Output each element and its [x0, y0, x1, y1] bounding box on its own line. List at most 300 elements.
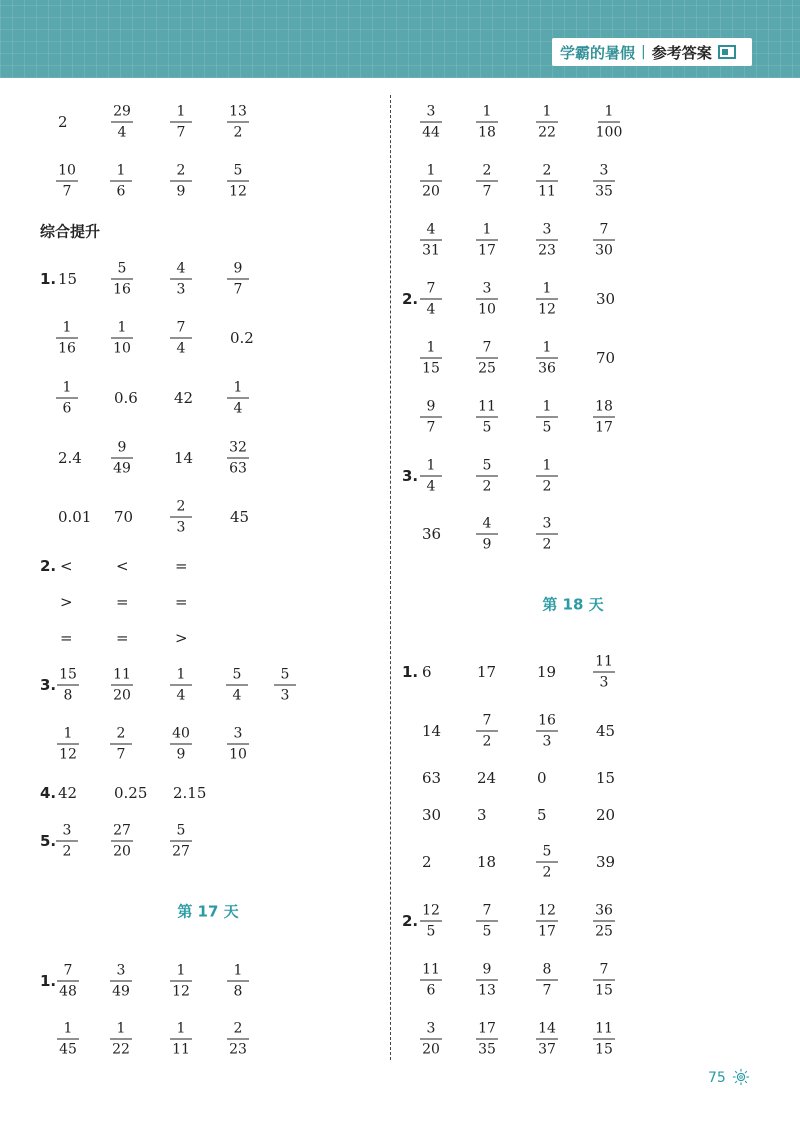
fraction-answer	[592, 104, 626, 141]
denominator: 49	[112, 983, 130, 1000]
fraction-answer	[104, 163, 138, 200]
denominator: 16	[58, 340, 76, 357]
denominator: 7	[542, 982, 552, 999]
fraction-answer	[587, 962, 621, 999]
numerator: 2	[233, 1020, 243, 1037]
question-label: 1.	[40, 972, 57, 990]
denominator: 44	[422, 124, 440, 141]
fraction-answer	[470, 713, 504, 750]
denominator: 20	[422, 183, 440, 200]
fraction-answer	[164, 163, 198, 200]
numerator: 1	[176, 962, 186, 979]
denominator: 3	[176, 281, 186, 298]
fraction-answer	[164, 320, 198, 357]
denominator: 17	[478, 242, 496, 259]
denominator: 2	[482, 733, 492, 750]
denominator: 16	[113, 281, 131, 298]
numerator: 9	[426, 398, 436, 415]
fraction-answer	[164, 499, 198, 536]
number-answer: =	[175, 557, 188, 575]
title-separator: |	[641, 44, 646, 60]
numerator: 11	[113, 666, 131, 683]
fraction-answer	[470, 281, 504, 318]
fraction-answer	[220, 667, 254, 704]
number-answer: =	[116, 629, 129, 647]
day-17-title: 第 17 天	[177, 902, 239, 921]
numerator: 11	[595, 1020, 613, 1037]
question-label: 5.	[40, 832, 57, 850]
question-label: 2.	[402, 290, 419, 308]
numerator: 15	[59, 666, 77, 683]
denominator: 3	[176, 519, 186, 536]
numerator: 13	[229, 103, 247, 120]
numerator: 2	[176, 162, 186, 179]
denominator: 20	[113, 843, 131, 860]
denominator: 27	[172, 843, 190, 860]
fraction-answer	[221, 963, 255, 1000]
numerator: 11	[478, 398, 496, 415]
header-banner	[0, 0, 800, 78]
fraction-answer	[587, 399, 621, 436]
numerator: 7	[482, 712, 492, 729]
numerator: 1	[482, 103, 492, 120]
numerator: 5	[233, 162, 243, 179]
denominator: 4	[232, 687, 242, 704]
numerator: 1	[542, 103, 552, 120]
numerator: 1	[116, 162, 126, 179]
number-answer: 0.2	[230, 329, 254, 347]
number-answer: 2	[422, 853, 432, 871]
numerator: 1	[176, 1020, 186, 1037]
denominator: 20	[113, 687, 131, 704]
numerator: 1	[604, 103, 614, 120]
fraction-answer	[164, 261, 198, 298]
section-label: 参考答案	[651, 43, 712, 62]
numerator: 36	[595, 902, 613, 919]
denominator: 6	[116, 183, 126, 200]
fraction-answer	[221, 104, 255, 141]
number-answer: 5	[537, 806, 547, 824]
number-answer: 14	[422, 722, 442, 740]
number-answer: 0.01	[58, 508, 92, 526]
number-answer: 19	[537, 663, 557, 681]
question-label: 1.	[402, 663, 419, 681]
fraction-answer	[587, 163, 621, 200]
denominator: 23	[538, 242, 556, 259]
numerator: 8	[542, 961, 552, 978]
numerator: 7	[426, 280, 436, 297]
numerator: 7	[482, 339, 492, 356]
number-answer: 2.15	[173, 784, 207, 802]
denominator: 2	[542, 864, 552, 881]
book-icon	[718, 45, 736, 59]
numerator: 14	[538, 1020, 556, 1037]
numerator: 29	[113, 103, 131, 120]
denominator: 7	[482, 183, 492, 200]
fraction-answer	[587, 222, 621, 259]
fraction-answer	[105, 261, 139, 298]
number-answer: 0	[537, 769, 547, 787]
numerator: 1	[62, 379, 72, 396]
denominator: 17	[595, 419, 613, 436]
number-answer: =	[116, 593, 129, 611]
fraction-answer	[414, 903, 448, 940]
number-answer: 2.4	[58, 449, 82, 467]
denominator: 4	[176, 340, 186, 357]
denominator: 23	[229, 1041, 247, 1058]
question-label: 3.	[40, 676, 57, 694]
fraction-answer	[104, 963, 138, 1000]
numerator: 1	[542, 280, 552, 297]
numerator: 1	[233, 962, 243, 979]
denominator: 25	[595, 923, 613, 940]
numerator: 2	[116, 725, 126, 742]
fraction-answer	[221, 440, 255, 477]
denominator: 5	[426, 923, 436, 940]
fraction-answer	[105, 823, 139, 860]
number-answer: 0.25	[114, 784, 148, 802]
number-answer: 18	[477, 853, 497, 871]
numerator: 12	[422, 902, 440, 919]
header-title-box	[552, 38, 752, 66]
numerator: 1	[426, 162, 436, 179]
number-answer: 6	[422, 663, 432, 681]
page-number: 75	[708, 1070, 726, 1086]
denominator: 8	[63, 687, 73, 704]
section-title: 综合提升	[40, 222, 101, 241]
day-18-title: 第 18 天	[542, 595, 604, 614]
numerator: 1	[233, 379, 243, 396]
numerator: 2	[482, 162, 492, 179]
number-answer: 45	[596, 722, 616, 740]
denominator: 7	[176, 124, 186, 141]
numerator: 11	[422, 961, 440, 978]
denominator: 11	[538, 183, 556, 200]
denominator: 6	[62, 400, 72, 417]
fraction-answer	[530, 281, 564, 318]
number-answer: 39	[596, 853, 616, 871]
denominator: 5	[482, 419, 492, 436]
denominator: 2	[542, 478, 552, 495]
question-label: 1.	[40, 270, 57, 288]
numerator: 1	[482, 221, 492, 238]
denominator: 10	[113, 340, 131, 357]
denominator: 7	[62, 183, 72, 200]
numerator: 1	[426, 339, 436, 356]
fraction-answer	[414, 340, 448, 377]
fraction-answer	[51, 667, 85, 704]
numerator: 1	[62, 319, 72, 336]
numerator: 32	[229, 439, 247, 456]
number-answer: 17	[477, 663, 497, 681]
number-answer: =	[60, 629, 73, 647]
question-label: 4.	[40, 784, 57, 802]
numerator: 9	[482, 961, 492, 978]
number-answer: 42	[58, 784, 78, 802]
fraction-answer	[530, 104, 564, 141]
fraction-answer	[105, 667, 139, 704]
numerator: 1	[176, 103, 186, 120]
denominator: 20	[422, 1041, 440, 1058]
fraction-answer	[414, 281, 448, 318]
denominator: 9	[176, 183, 186, 200]
number-answer: 20	[596, 806, 616, 824]
denominator: 4	[426, 301, 436, 318]
number-answer: 45	[230, 508, 250, 526]
fraction-answer	[221, 380, 255, 417]
numerator: 10	[58, 162, 76, 179]
book-title: 学霸的暑假	[560, 43, 636, 62]
numerator: 3	[233, 725, 243, 742]
denominator: 7	[116, 746, 126, 763]
denominator: 100	[595, 124, 623, 141]
fraction-answer	[530, 222, 564, 259]
denominator: 9	[482, 536, 492, 553]
number-answer: 70	[596, 349, 616, 367]
fraction-answer	[470, 516, 504, 553]
numerator: 12	[538, 902, 556, 919]
fraction-answer	[50, 823, 84, 860]
denominator: 4	[176, 687, 186, 704]
numerator: 4	[176, 260, 186, 277]
denominator: 12	[229, 183, 247, 200]
numerator: 5	[542, 843, 552, 860]
denominator: 9	[176, 746, 186, 763]
fraction-answer	[51, 726, 85, 763]
fraction-answer	[530, 340, 564, 377]
fraction-answer	[221, 163, 255, 200]
fraction-answer	[414, 1021, 448, 1058]
fraction-answer	[221, 1021, 255, 1058]
fraction-answer	[530, 962, 564, 999]
denominator: 4	[426, 478, 436, 495]
denominator: 3	[542, 733, 552, 750]
number-answer: 15	[596, 769, 616, 787]
fraction-answer	[470, 104, 504, 141]
numerator: 2	[176, 498, 186, 515]
numerator: 3	[542, 515, 552, 532]
fraction-answer	[164, 1021, 198, 1058]
fraction-answer	[164, 104, 198, 141]
numerator: 7	[176, 319, 186, 336]
numerator: 17	[478, 1020, 496, 1037]
fraction-answer	[530, 1021, 564, 1058]
fraction-answer	[530, 844, 564, 881]
denominator: 4	[233, 400, 243, 417]
denominator: 3	[280, 687, 290, 704]
denominator: 37	[538, 1041, 556, 1058]
numerator: 3	[116, 962, 126, 979]
fraction-answer	[470, 163, 504, 200]
fraction-answer	[164, 823, 198, 860]
denominator: 13	[478, 982, 496, 999]
denominator: 49	[113, 460, 131, 477]
number-answer: 15	[58, 270, 78, 288]
numerator: 7	[599, 961, 609, 978]
fraction-answer	[414, 163, 448, 200]
number-answer: >	[175, 629, 188, 647]
numerator: 11	[595, 653, 613, 670]
denominator: 6	[426, 982, 436, 999]
numerator: 5	[232, 666, 242, 683]
sun-icon	[732, 1068, 750, 1086]
fraction-answer	[104, 726, 138, 763]
denominator: 8	[233, 983, 243, 1000]
number-answer: 3	[477, 806, 487, 824]
denominator: 30	[595, 242, 613, 259]
fraction-answer	[530, 399, 564, 436]
fraction-answer	[414, 458, 448, 495]
denominator: 3	[599, 674, 609, 691]
numerator: 5	[176, 822, 186, 839]
denominator: 18	[478, 124, 496, 141]
denominator: 12	[538, 301, 556, 318]
denominator: 45	[59, 1041, 77, 1058]
denominator: 11	[172, 1041, 190, 1058]
fraction-answer	[414, 962, 448, 999]
denominator: 2	[233, 124, 243, 141]
numerator: 1	[176, 666, 186, 683]
numerator: 1	[542, 398, 552, 415]
fraction-answer	[470, 340, 504, 377]
numerator: 9	[117, 439, 127, 456]
fraction-answer	[414, 399, 448, 436]
fraction-answer	[530, 713, 564, 750]
fraction-answer	[530, 458, 564, 495]
number-answer: 36	[422, 525, 442, 543]
number-answer: 30	[596, 290, 616, 308]
denominator: 5	[542, 419, 552, 436]
column-divider	[390, 95, 391, 1060]
numerator: 1	[542, 457, 552, 474]
fraction-answer	[530, 516, 564, 553]
fraction-answer	[470, 1021, 504, 1058]
numerator: 3	[599, 162, 609, 179]
fraction-answer	[587, 903, 621, 940]
denominator: 25	[478, 360, 496, 377]
fraction-answer	[414, 104, 448, 141]
number-answer: 42	[174, 389, 194, 407]
numerator: 1	[63, 725, 73, 742]
fraction-answer	[221, 726, 255, 763]
numerator: 2	[542, 162, 552, 179]
denominator: 35	[595, 183, 613, 200]
fraction-answer	[105, 104, 139, 141]
denominator: 5	[482, 923, 492, 940]
numerator: 7	[482, 902, 492, 919]
numerator: 40	[172, 725, 190, 742]
numerator: 18	[595, 398, 613, 415]
fraction-answer	[587, 1021, 621, 1058]
numerator: 9	[233, 260, 243, 277]
numerator: 1	[542, 339, 552, 356]
fraction-answer	[105, 440, 139, 477]
numerator: 5	[117, 260, 127, 277]
numerator: 4	[482, 515, 492, 532]
number-answer: =	[175, 593, 188, 611]
fraction-answer	[50, 380, 84, 417]
number-answer: <	[116, 557, 129, 575]
denominator: 48	[59, 983, 77, 1000]
denominator: 12	[59, 746, 77, 763]
denominator: 15	[595, 982, 613, 999]
fraction-answer	[164, 726, 198, 763]
fraction-answer	[105, 320, 139, 357]
fraction-answer	[470, 222, 504, 259]
fraction-answer	[470, 962, 504, 999]
number-answer: 0.6	[114, 389, 138, 407]
denominator: 2	[542, 536, 552, 553]
fraction-answer	[51, 1021, 85, 1058]
denominator: 35	[478, 1041, 496, 1058]
denominator: 2	[482, 478, 492, 495]
denominator: 15	[422, 360, 440, 377]
fraction-answer	[470, 903, 504, 940]
fraction-answer	[50, 320, 84, 357]
number-answer: 63	[422, 769, 442, 787]
fraction-answer	[164, 963, 198, 1000]
denominator: 7	[426, 419, 436, 436]
fraction-answer	[51, 963, 85, 1000]
fraction-answer	[104, 1021, 138, 1058]
numerator: 1	[117, 319, 127, 336]
number-answer: 70	[114, 508, 134, 526]
numerator: 3	[62, 822, 72, 839]
numerator: 4	[426, 221, 436, 238]
numerator: 7	[63, 962, 73, 979]
fraction-answer	[268, 667, 302, 704]
numerator: 3	[542, 221, 552, 238]
numerator: 27	[113, 822, 131, 839]
fraction-answer	[221, 261, 255, 298]
number-answer: 14	[174, 449, 194, 467]
fraction-answer	[414, 222, 448, 259]
denominator: 10	[229, 746, 247, 763]
numerator: 5	[280, 666, 290, 683]
number-answer: <	[60, 557, 73, 575]
denominator: 2	[62, 843, 72, 860]
fraction-answer	[470, 399, 504, 436]
denominator: 22	[112, 1041, 130, 1058]
fraction-answer	[587, 654, 621, 691]
denominator: 63	[229, 460, 247, 477]
numerator: 7	[599, 221, 609, 238]
fraction-answer	[470, 458, 504, 495]
numerator: 1	[63, 1020, 73, 1037]
fraction-answer	[530, 163, 564, 200]
number-answer: 30	[422, 806, 442, 824]
denominator: 4	[117, 124, 127, 141]
question-label: 3.	[402, 467, 419, 485]
denominator: 7	[233, 281, 243, 298]
fraction-answer	[50, 163, 84, 200]
number-answer: >	[60, 593, 73, 611]
denominator: 12	[172, 983, 190, 1000]
denominator: 31	[422, 242, 440, 259]
numerator: 3	[426, 1020, 436, 1037]
question-label: 2.	[402, 912, 419, 930]
numerator: 3	[426, 103, 436, 120]
denominator: 22	[538, 124, 556, 141]
numerator: 5	[482, 457, 492, 474]
numerator: 3	[482, 280, 492, 297]
fraction-answer	[530, 903, 564, 940]
numerator: 16	[538, 712, 556, 729]
number-answer: 24	[477, 769, 497, 787]
numerator: 1	[426, 457, 436, 474]
fraction-answer	[164, 667, 198, 704]
denominator: 36	[538, 360, 556, 377]
